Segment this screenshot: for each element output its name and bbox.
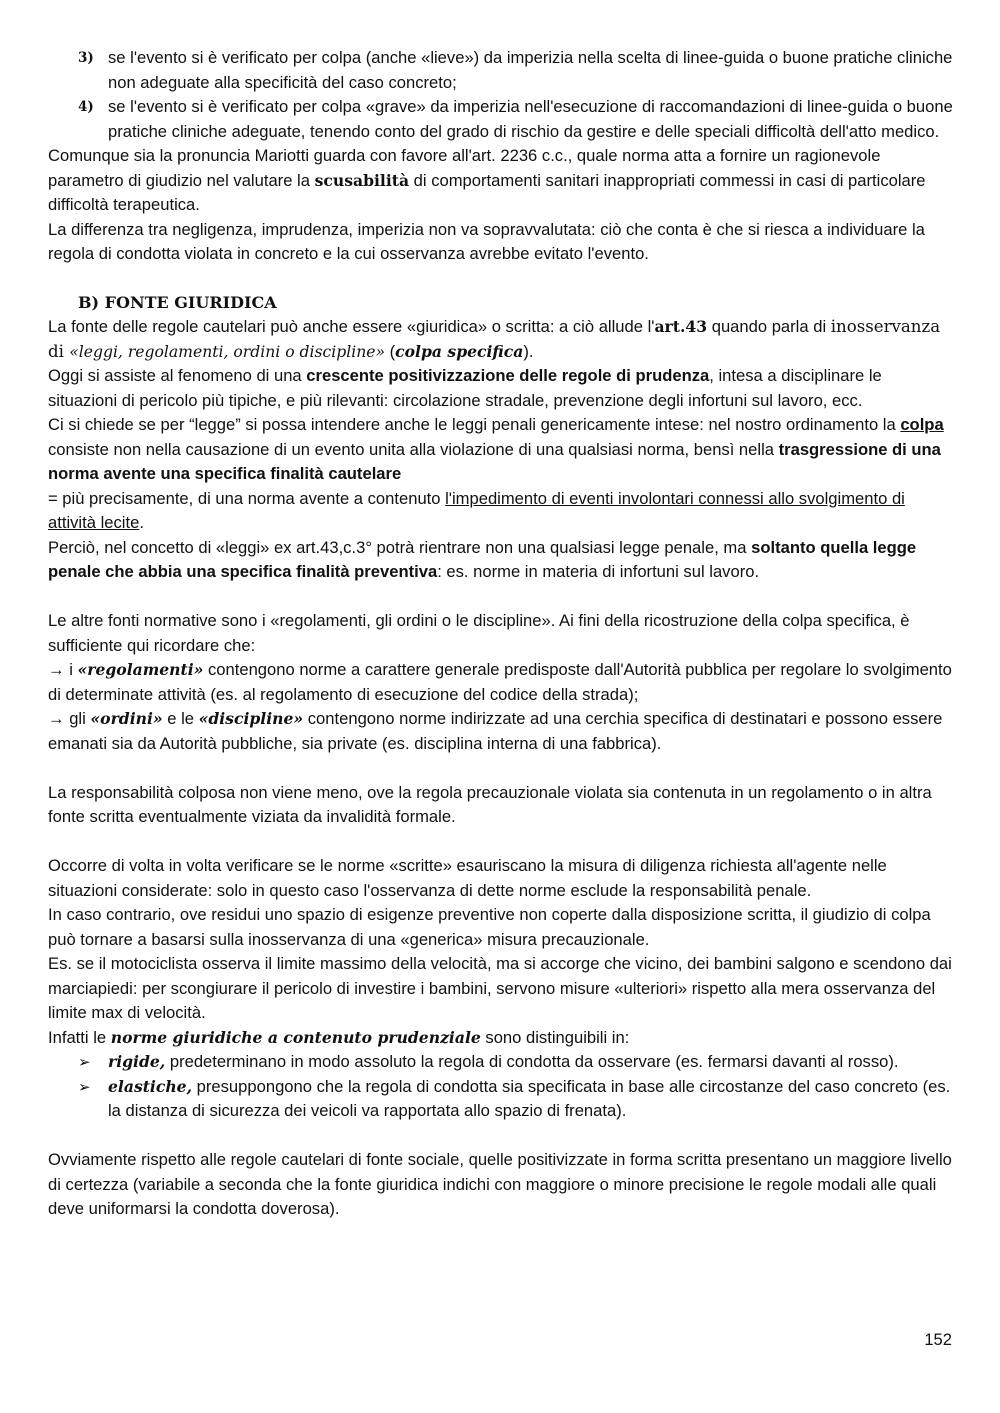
bullet-item: ➢ rigide, predeterminano in modo assoluto la regola di condotta da osservare (es. fermarsi davanti al rosso). [48, 1050, 954, 1075]
document-page [48, 46, 954, 1222]
list-number: 3) [78, 50, 94, 66]
paragraph-percio: Perciò, nel concetto di «leggi» ex art.43,c.3° potrà rientrare non una qualsiasi legge penale, ma soltanto quella legge penale che abbia una specifica finalità preventiva: es. norme in materia di infortuni sul lavoro. [48, 537, 917, 581]
bullet-item: ➢ elastiche, presuppongono che la regola di condotta sia specificata in base alle circostanze del caso concreto (es. la distanza di sicurezza dei veicoli va rapportata allo spazio di frenata). [78, 1076, 951, 1120]
paragraph-ovviamente: Ovviamente rispetto alle regole cautelari di fonte sociale, quelle positivizzate in forma scritta presentano un maggiore livello di certezza (variabile a seconda che la fonte giuridica indichi con maggiore o minore precisione le regole modali alle quali deve uniformarsi la condotta doverosa). [48, 1150, 952, 1218]
list-item-text: se l'evento si è verificato per colpa (anche «lieve») da imperizia nella scelta di linee-guida o buone pratiche cliniche non adeguate alla specificità del caso concreto; [108, 48, 953, 92]
paragraph-differenza: La differenza tra negligenza, imprudenza, imperizia non va sopravvalutata: ciò che conta è che si riesca a individuare la regola di condotta violata in concreto e la cui osservanza avrebbe evitato l'evento. [48, 219, 925, 263]
paragraph-ordini: → gli «ordini» e le «discipline» contengono norme indirizzate ad una cerchia specifica di destinatari e possono essere emanati sia da Autorità pubbliche, sia private (es. disciplina interna di una fabbrica). [48, 709, 943, 753]
paragraph-positivizzazione: Oggi si assiste al fenomeno di una crescente positivizzazione delle regole di prudenza, intesa a disciplinare le situazioni di pericolo più tipiche, e più rilevanti: circolazione stradale, prevenzione degli infortuni sul lavoro, ecc. [48, 366, 882, 410]
list-item [48, 95, 954, 144]
paragraph-legge: Ci si chiede se per “legge” si possa intendere anche le leggi penali genericamente intese: nel nostro ordinamento la colpa consiste non nella causazione di un evento unita alla violazione di una qualsiasi norma, bensì nella trasgressione di una norma avente una specifica finalità cautelare [48, 415, 944, 483]
paragraph-regolamenti: → i «regolamenti» contengono norme a carattere generale predisposte dall'Autorità pubblica per regolare lo svolgimento di determinate attività (es. al regolamento di esecuzione del codice della strada); [48, 660, 952, 704]
arrow-bullet-icon: ➢ [78, 1053, 91, 1071]
page-number: 152 [924, 1330, 952, 1349]
list-number: 4) [78, 99, 94, 115]
list-item-text: se l'evento si è verificato per colpa «grave» da imperizia nell'esecuzione di raccomandazioni di linee-guida o buone pratiche cliniche adeguate, tenendo conto del grado di rischio da gestire e delle speciali difficoltà dell'atto medico. [108, 97, 953, 141]
paragraph-precisamente: = più precisamente, di una norma avente a contenuto l'impedimento di eventi involontari connessi allo svolgimento di attività lecite. [48, 488, 905, 532]
paragraph-mariotti: Comunque sia la pronuncia Mariotti guarda con favore all'art. 2236 c.c., quale norma atta a fornire un ragionevole parametro di giudizio nel valutare la scusabilità di comportamenti sanitari inappropriati commessi in casi di particolare difficoltà terapeutica. [48, 146, 926, 214]
paragraph-esempio: Es. se il motociclista osserva il limite massimo della velocità, ma si accorge che vicino, dei bambini salgono e scendono dai marciapiedi: per scongiurare il pericolo di investire i bambini, servono misure «ulteriori» rispetto alla mera osservanza del limite max di velocità. [48, 954, 952, 1022]
paragraph-infatti: Infatti le norme giuridiche a contenuto prudenziale sono distinguibili in: [48, 1027, 630, 1047]
paragraph-occorre: Occorre di volta in volta verificare se le norme «scritte» esauriscano la misura di diligenza richiesta all'agente nelle situazioni considerate: solo in questo caso l'osservanza di dette norme esclude la responsabilità penale. [48, 856, 887, 900]
paragraph-altre-fonti: Le altre fonti normative sono i «regolamenti, gli ordini o le discipline». Ai fini della ricostruzione della colpa specifica, è sufficiente qui ricordare che: [48, 611, 910, 655]
paragraph-fonte: La fonte delle regole cautelari può anche essere «giuridica» o scritta: a ciò allude l'art.43 quando parla di inosservanza di «leggi, regolamenti, ordini o discipline» (colpa specifica). [48, 317, 941, 361]
paragraph-caso-contrario: In caso contrario, ove residui uno spazio di esigenze preventive non coperte dalla disposizione scritta, il giudizio di colpa può tornare a basarsi sulla inosservanza di una «generica» misura precauzionale. [48, 905, 931, 949]
arrow-bullet-icon: ➢ [78, 1077, 91, 1096]
list-item [48, 46, 954, 95]
section-heading: B) FONTE GIURIDICA [78, 292, 277, 312]
paragraph-responsabilita: La responsabilità colposa non viene meno, ove la regola precauzionale violata sia contenuta in un regolamento o in altra fonte scritta eventualmente viziata da invalidità formale. [48, 782, 932, 826]
